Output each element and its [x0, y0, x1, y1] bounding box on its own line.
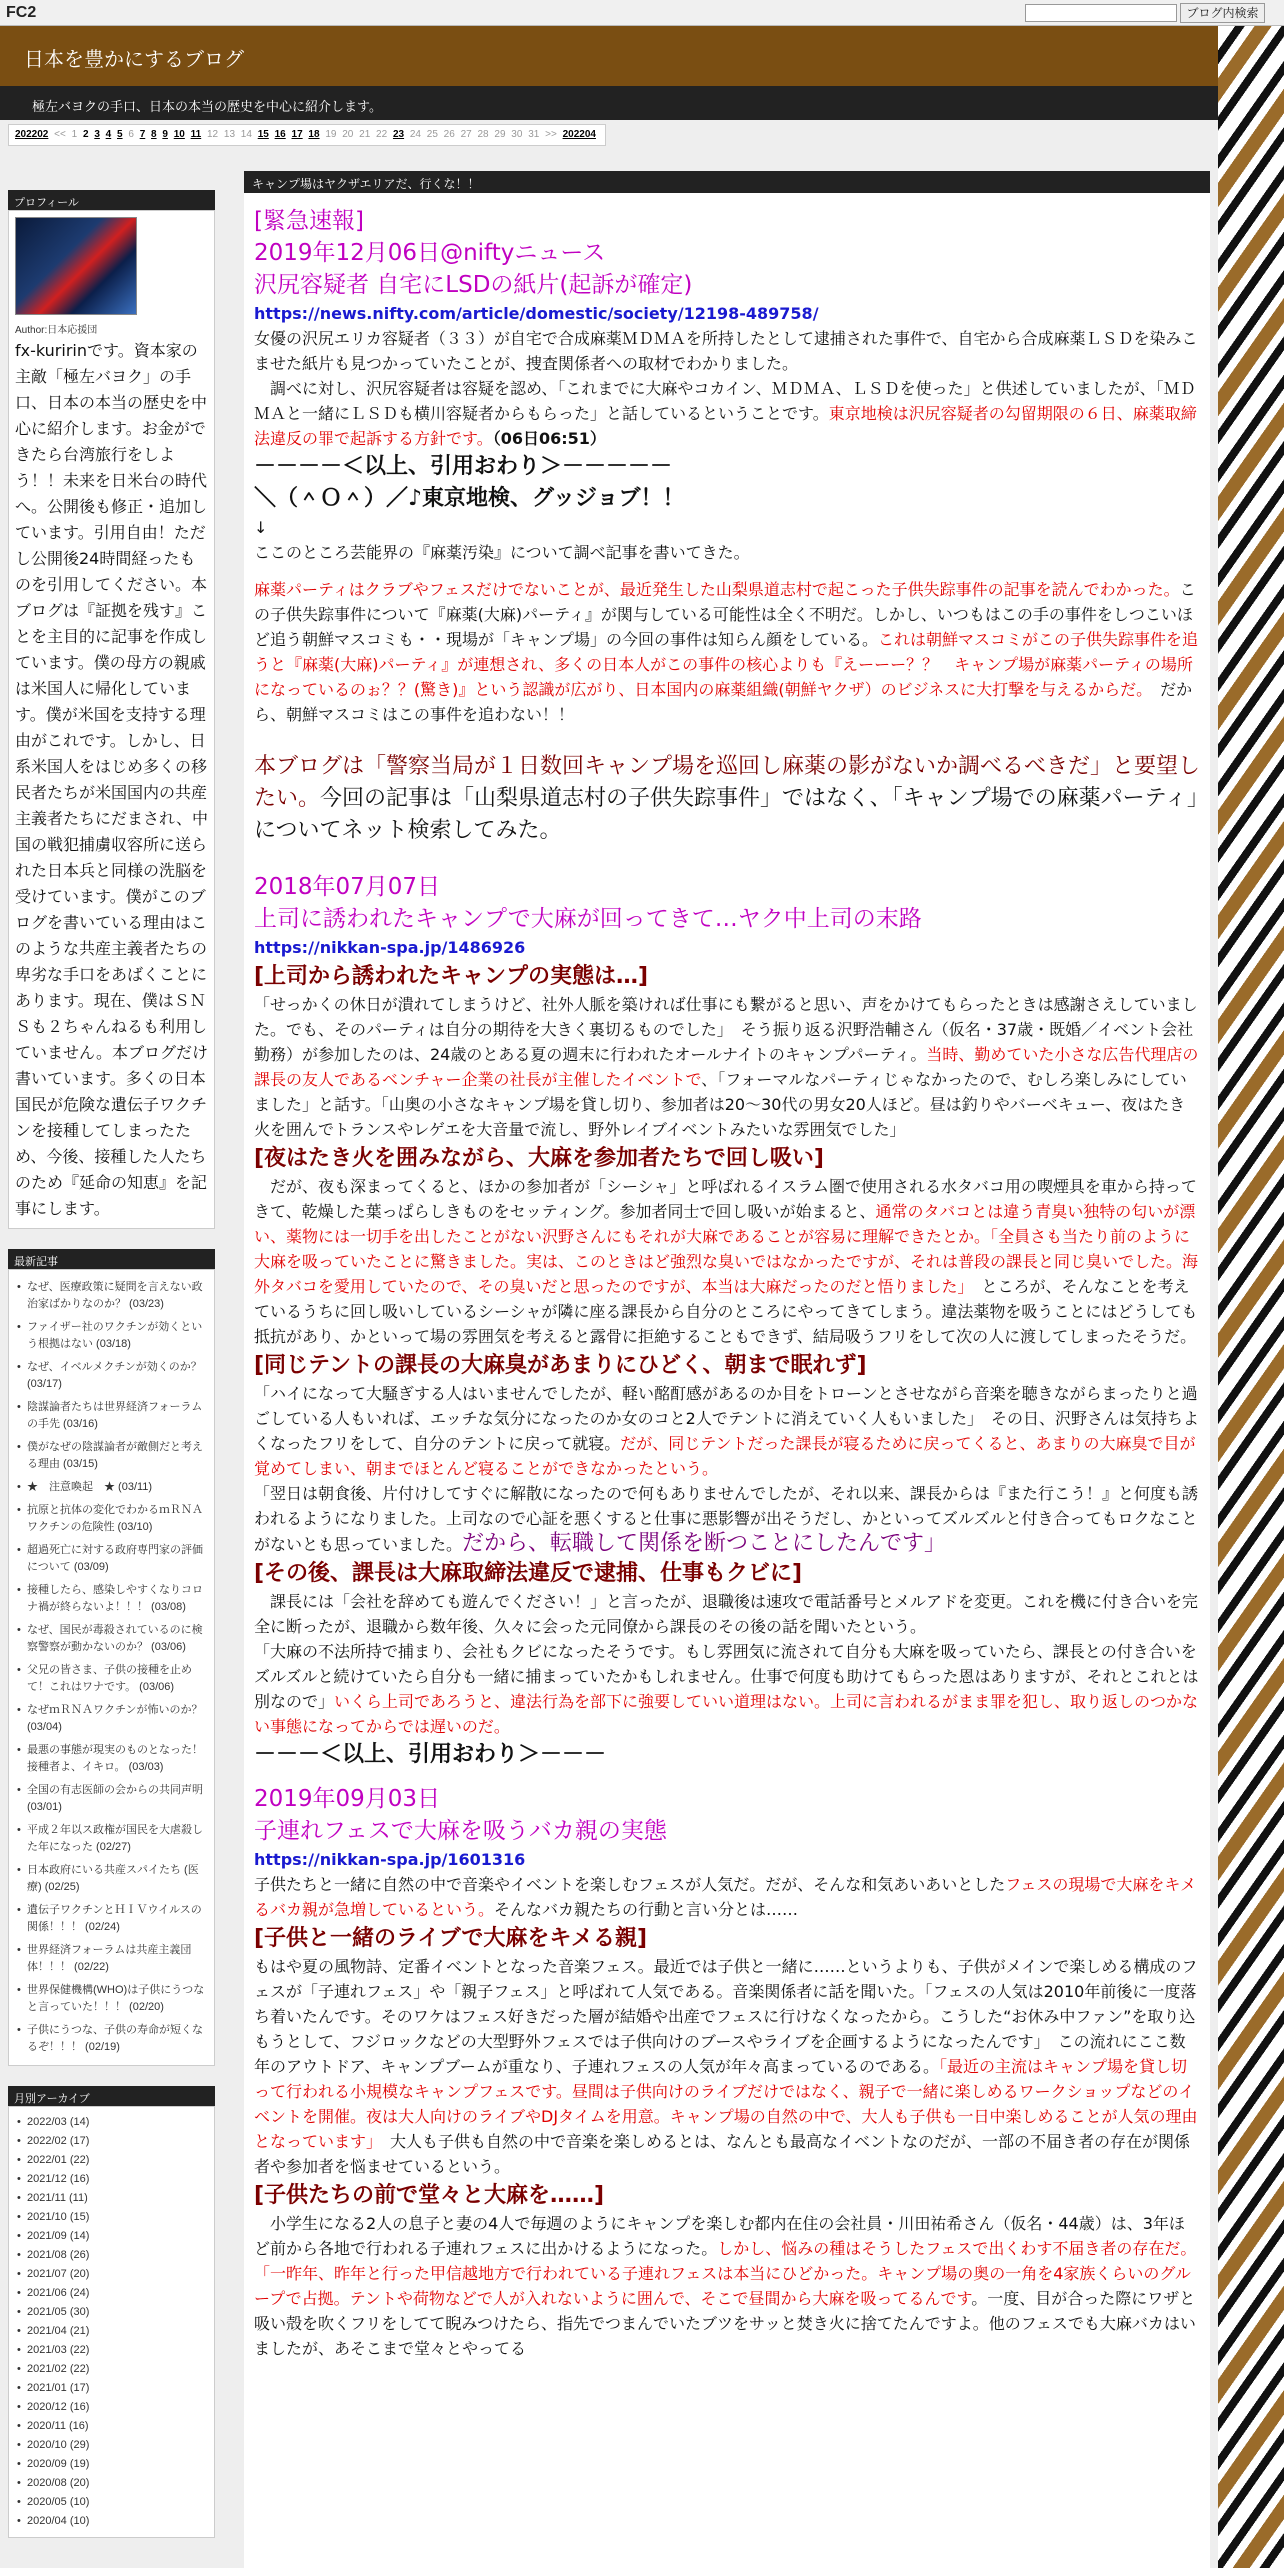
latest-post-link[interactable]: • 世界経済フォーラムは共産主義団体！！！ (02/22) [15, 1939, 208, 1979]
latest-posts-list [15, 1276, 208, 2059]
archive-box [8, 2106, 215, 2538]
archive-month-link[interactable]: • 2021/04 (21) [15, 2322, 208, 2341]
latest-post-link[interactable]: • なぜ、国民が毒殺されているのに検察警察が動かないのか？ (03/06) [15, 1619, 208, 1659]
calendar-pager: 202202 << 1 2 3 4 5 6 7 8 9 10 11 12 13 14 15 16 17 18 19 20 21 22 23 24 25 26 27 28 29 30 31 >> 202204 [8, 124, 606, 146]
pager-day[interactable]: 23 [392, 129, 405, 140]
latest-posts-box [8, 1269, 215, 2066]
archive-month-link[interactable]: • 2021/09 (14) [15, 2227, 208, 2246]
pager-day: 20 [342, 129, 354, 140]
archive-month-link[interactable]: • 2021/10 (15) [15, 2208, 208, 2227]
article-date: 2019年09月03日 [254, 1786, 441, 1812]
paragraph: もはや夏の風物詩、定番イベントとなった音楽フェス。最近では子供と一緒に……というよりも、子供がメインで楽しめる構成のフェスが「子連れフェス」や「親子フェス」と呼ばれて人気である。音楽関係者に話を聞いた。「フェスの人気は2010年前後に一度落ち着いたんです。そのワケはフェス好きだった層が結婚や出産でフェスに行けなくなったから。こうした“お休み中ファン”を取り込もうとして、フジロックなどの大型野外フェスでは子供向けのブースやライブを企画するようになったんです」 この流れにここ数年のアウトドア、キャンプブームが重なり、子連れフェスの人気が年々高まっているのである。「最近の主流はキャンプ場を貸し切って行われる小規模なキャンプフェスです。昼間は子供向けのライブだけではなく、親子で一緒に楽しめるワークショップなどのイベントを開催。夜は大人向けのライブやDJタイムを用意。キャンプ場の自然の中で、大人も子供も一日中楽しめることが人気の理由となっています」 大人も子供も自然の中で音楽を楽しめるとは、なんとも最高なイベントなのだが、一部の不届き者の存在が関係者や参加者を悩ませているという。 [254, 1957, 1198, 2176]
archive-month-link[interactable]: • 2020/09 (19) [15, 2455, 208, 2474]
section-heading: [上司から誘われたキャンプの実態は…] [254, 964, 649, 989]
paragraph: 「せっかくの休日が潰れてしまうけど、社外人脈を築ければ仕事にも繋がると思い、声をかけてもらったときは感謝さえしていました。でも、そのパーティは自分の期待を大きく裏切るものでした」 そう振り返る沢野浩輔さん（仮名・37歳・既婚／イベント会社勤務）が参加したのは、24歳のとある夏の週末に行われたオールナイトのキャンプパーティ。当時、勤めていた小さな広告代理店の課長の友人であるベンチャー企業の社長が主催したイベントで、「フォーマルなパーティじゃなかったので、むしろ楽しみにしていました」と話す。「山奥の小さなキャンプ場を貸し切り、参加者は20～30代の男女20人ほど。昼は釣りやバーベキュー、夜はたき火を囲んでトランスやレゲエを大音量で流し、野外レイブイベントみたいな雰囲気でした」 [254, 995, 1199, 1139]
paragraph: 子供たちと一緒に自然の中で音楽やイベントを楽しむフェスが人気だ。だが、そんな和気あいあいとしたフェスの現場で大麻をキメるバカ親が急増しているという。そんなバカ親たちの行動と言い分とは…… [254, 1875, 1197, 1919]
paragraph: 小学生になる2人の息子と妻の4人で毎週のようにキャンプを楽しむ都内在住の会社員・川田祐希さん（仮名・44歳）は、3年ほど前から各地で行われる子連れフェスに出かけるようになった。しかし、悩みの種はそうしたフェスで出くわす不届き者の存在だ。「一昨年、昨年と行った甲信越地方で行われている子連れフェスは本当にひどかった。キャンプ場の奥の一角を4家族くらいのグループで占拠。テントや荷物などで人が入れないように囲んで、そこで昼間から大麻を吸ってるんです。一度、目が合った際にワザと吸い殻を吹くフリをしてて睨みつけたら、指先でつまんでいたブツをサッと焚き火に捨てたんですよ。他のフェスでも大麻バカはいましたが、あそこまで堂々とやってる [254, 2214, 1197, 2358]
pager-day[interactable]: 17 [291, 129, 303, 140]
post-title[interactable]: キャンプ場はヤクザエリアだ、行くな！！ [244, 171, 1210, 193]
arrow-line: ↓ [254, 518, 268, 537]
latest-post-link[interactable]: • 接種したら、感染しやすくなりコロナ禍が終らないよ！！！ (03/08) [15, 1579, 208, 1619]
pager-prev-month[interactable]: 202202 [15, 129, 49, 140]
section-heading: [夜はたき火を囲みながら、大麻を参加者たちで回し吸い] [254, 1146, 824, 1171]
article-link[interactable]: https://nikkan-spa.jp/1486926 [254, 938, 526, 957]
profile-avatar [15, 217, 137, 315]
archive-month-link[interactable]: • 2021/11 (11) [15, 2189, 208, 2208]
pager-day: 19 [325, 129, 337, 140]
latest-post-link[interactable]: • ★ 注意喚起 ★ (03/11) [15, 1476, 208, 1499]
latest-post-link[interactable]: • なぜ、イベルメクチンが効くのか？ (03/17) [15, 1356, 208, 1396]
pager-day[interactable]: 16 [274, 129, 286, 140]
archive-month-link[interactable]: • 2020/04 (10) [15, 2512, 208, 2531]
blog-header [0, 26, 1218, 86]
quote-end-marker: －－－＜以上、引用おわり＞－－－ [254, 1742, 607, 1767]
pager-day: 24 [409, 129, 421, 140]
pager-day: 6 [128, 129, 134, 140]
latest-posts-header: 最新記事 [8, 1249, 215, 1269]
latest-post-link[interactable]: • ファイザー社のワクチンが効くという根拠はない (03/18) [15, 1316, 208, 1356]
decorative-stripe-border [1218, 26, 1284, 2568]
pager-day: 21 [359, 129, 371, 140]
section-heading: [同じテントの課長の大麻臭があまりにひどく、朝まで眠れず] [254, 1353, 867, 1378]
pager-next-month[interactable]: 202204 [562, 129, 596, 140]
pager-day: 12 [206, 129, 219, 140]
latest-post-link[interactable]: • 抗原と抗体の変化でわかるｍＲＮＡワクチンの危険性 (03/10) [15, 1499, 208, 1539]
pager-day[interactable]: 4 [105, 129, 112, 140]
latest-post-link[interactable]: • 最悪の事態が現実のものとなった！接種者よ、イキロ。 (03/03) [15, 1739, 208, 1779]
news-date: 2019年12月06日@niftyニュース [254, 240, 606, 266]
paragraph: 「ハイになって大騒ぎする人はいませんでしたが、軽い酩酊感があるのか目をトローンとさせながら音楽を聴きながらまったりと過ごしている人もいれば、エッチな気分になったのか女のコと2人でテントに消えていく人もいました」 その日、沢野さんは気持ちよくなったフリをして、自分のテントに戻って就寝。だが、同じテントだった課長が寝るために戻ってくると、あまりの大麻臭で目が覚めてしまい、朝までほとんど寝ることができなかったという。 [254, 1384, 1200, 1478]
pager-day: 13 [223, 129, 236, 140]
article-link[interactable]: https://nikkan-spa.jp/1601316 [254, 1850, 526, 1869]
pager-day: 27 [460, 129, 472, 140]
pager-day[interactable]: 5 [117, 129, 123, 140]
main-article [244, 171, 1210, 2568]
fc2-logo[interactable]: FC2 [6, 4, 37, 21]
post-body [244, 193, 1210, 2361]
archive-month-link[interactable]: • 2021/07 (20) [15, 2265, 208, 2284]
pager-day: 14 [240, 129, 252, 140]
latest-post-link[interactable]: • 陰謀論者たちは世界経済フォーラムの手先 (03/16) [15, 1396, 208, 1436]
archive-month-link[interactable]: • 2020/08 (20) [15, 2474, 208, 2493]
breaking-news-heading: [緊急速報] [254, 208, 364, 234]
profile-box [8, 210, 215, 1229]
pager-day[interactable]: 2 [82, 129, 89, 140]
archive-month-link[interactable]: • 2020/11 (16) [15, 2417, 208, 2436]
latest-post-link[interactable]: • 世界保健機構(WHO)は子供にうつなと言っていた！！！ (02/20) [15, 1979, 208, 2019]
article-headline: 子連れフェスで大麻を吸うバカ親の実態 [254, 1818, 667, 1844]
latest-post-link[interactable]: • 父兄の皆さま、子供の接種を止めて！これはワナです。 (03/06) [15, 1659, 208, 1699]
paragraph: 麻薬パーティはクラブやフェスだけでないことが、最近発生した山梨県道志村で起こった子供失踪事件の記事を読んでわかった。この子供失踪事件について『麻薬(大麻)パーティ』が関与している可能性は全く不明だ。しかし、いつもはこの手の事件をしつこいほど追う朝鮮マスコミも・・現場が「キャンプ場」の今回の事件は知らん顔をしている。これは朝鮮マスコミがこの子供失踪事件を追うと『麻薬(大麻)パーティ』が連想され、多くの日本人がこの事件の核心よりも『えーーー？？ キャンプ場が麻薬パーティの場所になっているのぉ？？(驚き)』という認識が広がり、日本国内の麻薬組織(朝鮮ヤクザ）のビジネスに大打撃を与えるからだ。 だから、朝鮮マスコミはこの事件を追わない！！ [254, 580, 1199, 724]
pager-day[interactable]: 18 [308, 129, 320, 140]
latest-post-link[interactable]: • なぜ、医療政策に疑問を言えない政治家ばかりなのか？ (03/23) [15, 1276, 208, 1316]
pager-day: 31 [528, 129, 540, 140]
archive-month-link[interactable]: • 2021/03 (22) [15, 2341, 208, 2360]
archive-header: 月別アーカイブ [8, 2086, 215, 2106]
news-headline: 沢尻容疑者 自宅にLSDの紙片(起訴が確定) [254, 272, 693, 298]
paragraph: 課長には「会社を辞めても遊んでください！」と言ったが、退職後は速攻で電話番号とメルアドを変更。これを機に付き合いを完全に断ったが、退職から数年後、久々に会った元同僚から課長のその後の話を聞いたという。 [254, 1592, 1199, 1636]
section-heading: [子供と一緒のライブで大麻をキメる親] [254, 1926, 648, 1951]
article-headline: 上司に誘われたキャンプで大麻が回ってきて…ヤク中上司の末路 [254, 906, 922, 932]
archive-month-link[interactable]: • 2020/05 (10) [15, 2493, 208, 2512]
blog-search-input[interactable] [1025, 4, 1177, 22]
blog-description: 極左バヨクの手口、日本の本当の歴史を中心に紹介します。 [0, 86, 1218, 120]
pager-day: 30 [511, 129, 523, 140]
emote-line: ＼（＾Ｏ＾）／♪東京地検、グッジョブ！！ [254, 486, 685, 511]
profile-text: fx-kuririnです。資本家の主敵「極左バヨク」の手口、日本の本当の歴史を中心に紹介します。お金ができたら台湾旅行をしよう！！未来を日米台の時代へ。公開後も修正・追加しています。引用自由！ただし公開後24時間経ったものを引用してください。本ブログは『証拠を残す』ことを主目的に記事を作成しています。僕の母方の親戚は米国人に帰化しています。僕が米国を支持する理由がこれです。しかし、日系米国人をはじめ多くの移民者たちが米国国内の共産主義者たちにだまされ、中国の戦犯捕虜収容所に送られた日本兵と同様の洗脳を受けています。僕がこのブログを書いている理由はこのような共産主義者たちの卑劣な手口をあばくことにあります。現在、僕はＳＮＳも２ちゃんねるも利用していません。本ブログだけ書いています。多くの日本国民が危険な遺伝子ワクチンを接種してしまったため、今後、接種した人たちのため『延命の知恵』を記事にします。 [15, 341, 208, 1218]
pager-day: 29 [494, 129, 506, 140]
pager-day[interactable]: 11 [190, 129, 202, 140]
news-link[interactable]: https://news.nifty.com/article/domestic/society/12198-489758/ [254, 304, 819, 323]
quote-end-marker: －－－－＜以上、引用おわり＞－－－－－ [254, 454, 673, 479]
pager-day[interactable]: 9 [162, 129, 168, 140]
pager-day: 28 [477, 129, 489, 140]
archive-month-link[interactable]: • 2020/10 (29) [15, 2436, 208, 2455]
paragraph: 「翌日は朝食後、片付けしてすぐに解散になったので何もありませんでしたが、それ以来、課長からは『また行こう！』と何度も誘われるようになりました。上司なので心証を悪くすると仕事に悪影響が出そうだし、かといってズルズルと付き合ってもロクなことがないとも思っていました。だから、転職して関係を断つことにしたんです」 [254, 1484, 1199, 1556]
archive-month-link[interactable]: • 2021/02 (22) [15, 2360, 208, 2379]
blog-search-button[interactable]: ブログ内検索 [1180, 3, 1265, 23]
latest-post-link[interactable]: • 遺伝子ワクチンとＨＩＶウイルスの関係！！！ (02/24) [15, 1899, 208, 1939]
paragraph: だが、夜も深まってくると、ほかの参加者が「シーシャ」と呼ばれるイスラム圏で使用される水タバコ用の喫煙具を車から持ってきて、乾燥した葉っぱらしきものをセッティング。参加者同士で回し吸いが始まると、通常のタバコとは違う青臭い独特の匂いが漂い、薬物には一切手を出したことがない沢野さんにもそれが大麻であることが容易に理解できたとか。「全員さも当たり前のように大麻を吸っていたことに驚きました。実は、このときはど強烈な臭いではなかったですが、それは普段の課長と同じ臭いでした。海外タバコを愛用していたので、その臭いだと思ったのですが、本当は大麻だったのだと悟りました」 ところが、そんなことを考えているうちに回し吸いしているシーシャが隣に座る課長から自分のところにやってきてしまう。違法薬物を吸うことにはどうしても抵抗があり、かといって場の雰囲気を考えると露骨に拒絶することもできず、結局吸うフリをして次の人に渡してしまったそうだ。 [254, 1177, 1199, 1346]
pager-day[interactable]: 10 [173, 129, 185, 140]
fc2-topbar [0, 0, 1284, 26]
archive-month-link[interactable]: • 2021/05 (30) [15, 2303, 208, 2322]
section-heading: [その後、課長は大麻取締法違反で逮捕、仕事もクビに] [254, 1561, 803, 1586]
archive-month-link[interactable]: • 2022/01 (22) [15, 2151, 208, 2170]
archive-month-link[interactable]: • 2021/01 (17) [15, 2379, 208, 2398]
archive-month-link[interactable]: • 2021/12 (16) [15, 2170, 208, 2189]
page-content [0, 26, 1218, 2568]
pager-day: 26 [443, 129, 455, 140]
paragraph: 女優の沢尻エリカ容疑者（３３）が自宅で合成麻薬ＭＤＭＡを所持したとして逮捕された事件で、自宅から合成麻薬ＬＳＤを染みこませた紙片も見つかっていたことが、捜査関係者への取材でわかりました。 [254, 329, 1198, 373]
blog-title[interactable]: 日本を豊かにするブログ [24, 49, 244, 71]
profile-author: Author:日本応援団 [15, 325, 98, 336]
archive-list [15, 2113, 208, 2531]
archive-month-link[interactable]: • 2021/08 (26) [15, 2246, 208, 2265]
paragraph: 「大麻の不法所持で捕まり、会社もクビになったそうです。もし雰囲気に流されて自分も大麻を吸っていたら、課長との付き合いをズルズルと続けていたら自分も一緒に捕まっていたかもしれません。仕事で何度も助けてもらった恩はありますが、それとこれとは別なので」いくら上司であろうと、違法行為を部下に強要していい道理はない。上司に言われるがまま罪を犯し、取り返しのつかない事態になってからでは遅いのだ。 [254, 1642, 1199, 1736]
pager-day[interactable]: 8 [151, 129, 157, 140]
archive-month-link[interactable]: • 2020/12 (16) [15, 2398, 208, 2417]
request-paragraph: 本ブログは「警察当局が１日数回キャンプ場を巡回し麻薬の影がないか調べるべきだ」と要望したい。今回の記事は「山梨県道志村の子供失踪事件」ではなく、「キャンプ場での麻薬パーティ」についてネット検索してみた。 [254, 754, 1201, 843]
latest-post-link[interactable]: • 超過死亡に対する政府専門家の評価について (03/09) [15, 1539, 208, 1579]
pager-day[interactable]: 15 [257, 129, 269, 140]
pager-day[interactable]: 7 [139, 129, 146, 140]
latest-post-link[interactable]: • 子供にうつな、子供の寿命が短くなるぞ！！！ (02/19) [15, 2019, 208, 2059]
article-date: 2018年07月07日 [254, 874, 441, 900]
paragraph: ここのところ芸能界の『麻薬汚染』について調べ記事を書いてきた。 [254, 543, 750, 562]
latest-post-link[interactable]: • 日本政府にいる共産スパイたち (医療) (02/25) [15, 1859, 208, 1899]
section-heading: [子供たちの前で堂々と大麻を……] [254, 2183, 605, 2208]
latest-post-link[interactable]: • 平成２年以ス政権が国民を大虐殺した年になった (02/27) [15, 1819, 208, 1859]
pager-day: 1 [71, 129, 78, 140]
pager-day[interactable]: 3 [94, 129, 100, 140]
latest-post-link[interactable]: • 僕がなぜの陰謀論者が敵側だと考える理由 (03/15) [15, 1436, 208, 1476]
latest-post-link[interactable]: • なぜｍＲＮＡワクチンが怖いのか？ (03/04) [15, 1699, 208, 1739]
latest-post-link[interactable]: • 全国の有志医師の会からの共同声明 (03/01) [15, 1779, 208, 1819]
sidebar [8, 190, 215, 2538]
pager-day: 25 [426, 129, 438, 140]
archive-month-link[interactable]: • 2021/06 (24) [15, 2284, 208, 2303]
profile-header: プロフィール [8, 190, 215, 210]
paragraph: 調べに対し、沢尻容疑者は容疑を認め、「これまでに大麻やコカイン、ＭＤＭＡ、ＬＳＤを使った」と供述していましたが、「ＭＤＭＡと一緒にＬＳＤも横川容疑者からもらった」と話しているということです。東京地検は沢尻容疑者の勾留期限の６日、麻薬取締法違反の罪で起訴する方針です。（06日06:51） [254, 379, 1197, 448]
pager-day: 22 [376, 129, 388, 140]
archive-month-link[interactable]: • 2022/03 (14) [15, 2113, 208, 2132]
archive-month-link[interactable]: • 2022/02 (17) [15, 2132, 208, 2151]
